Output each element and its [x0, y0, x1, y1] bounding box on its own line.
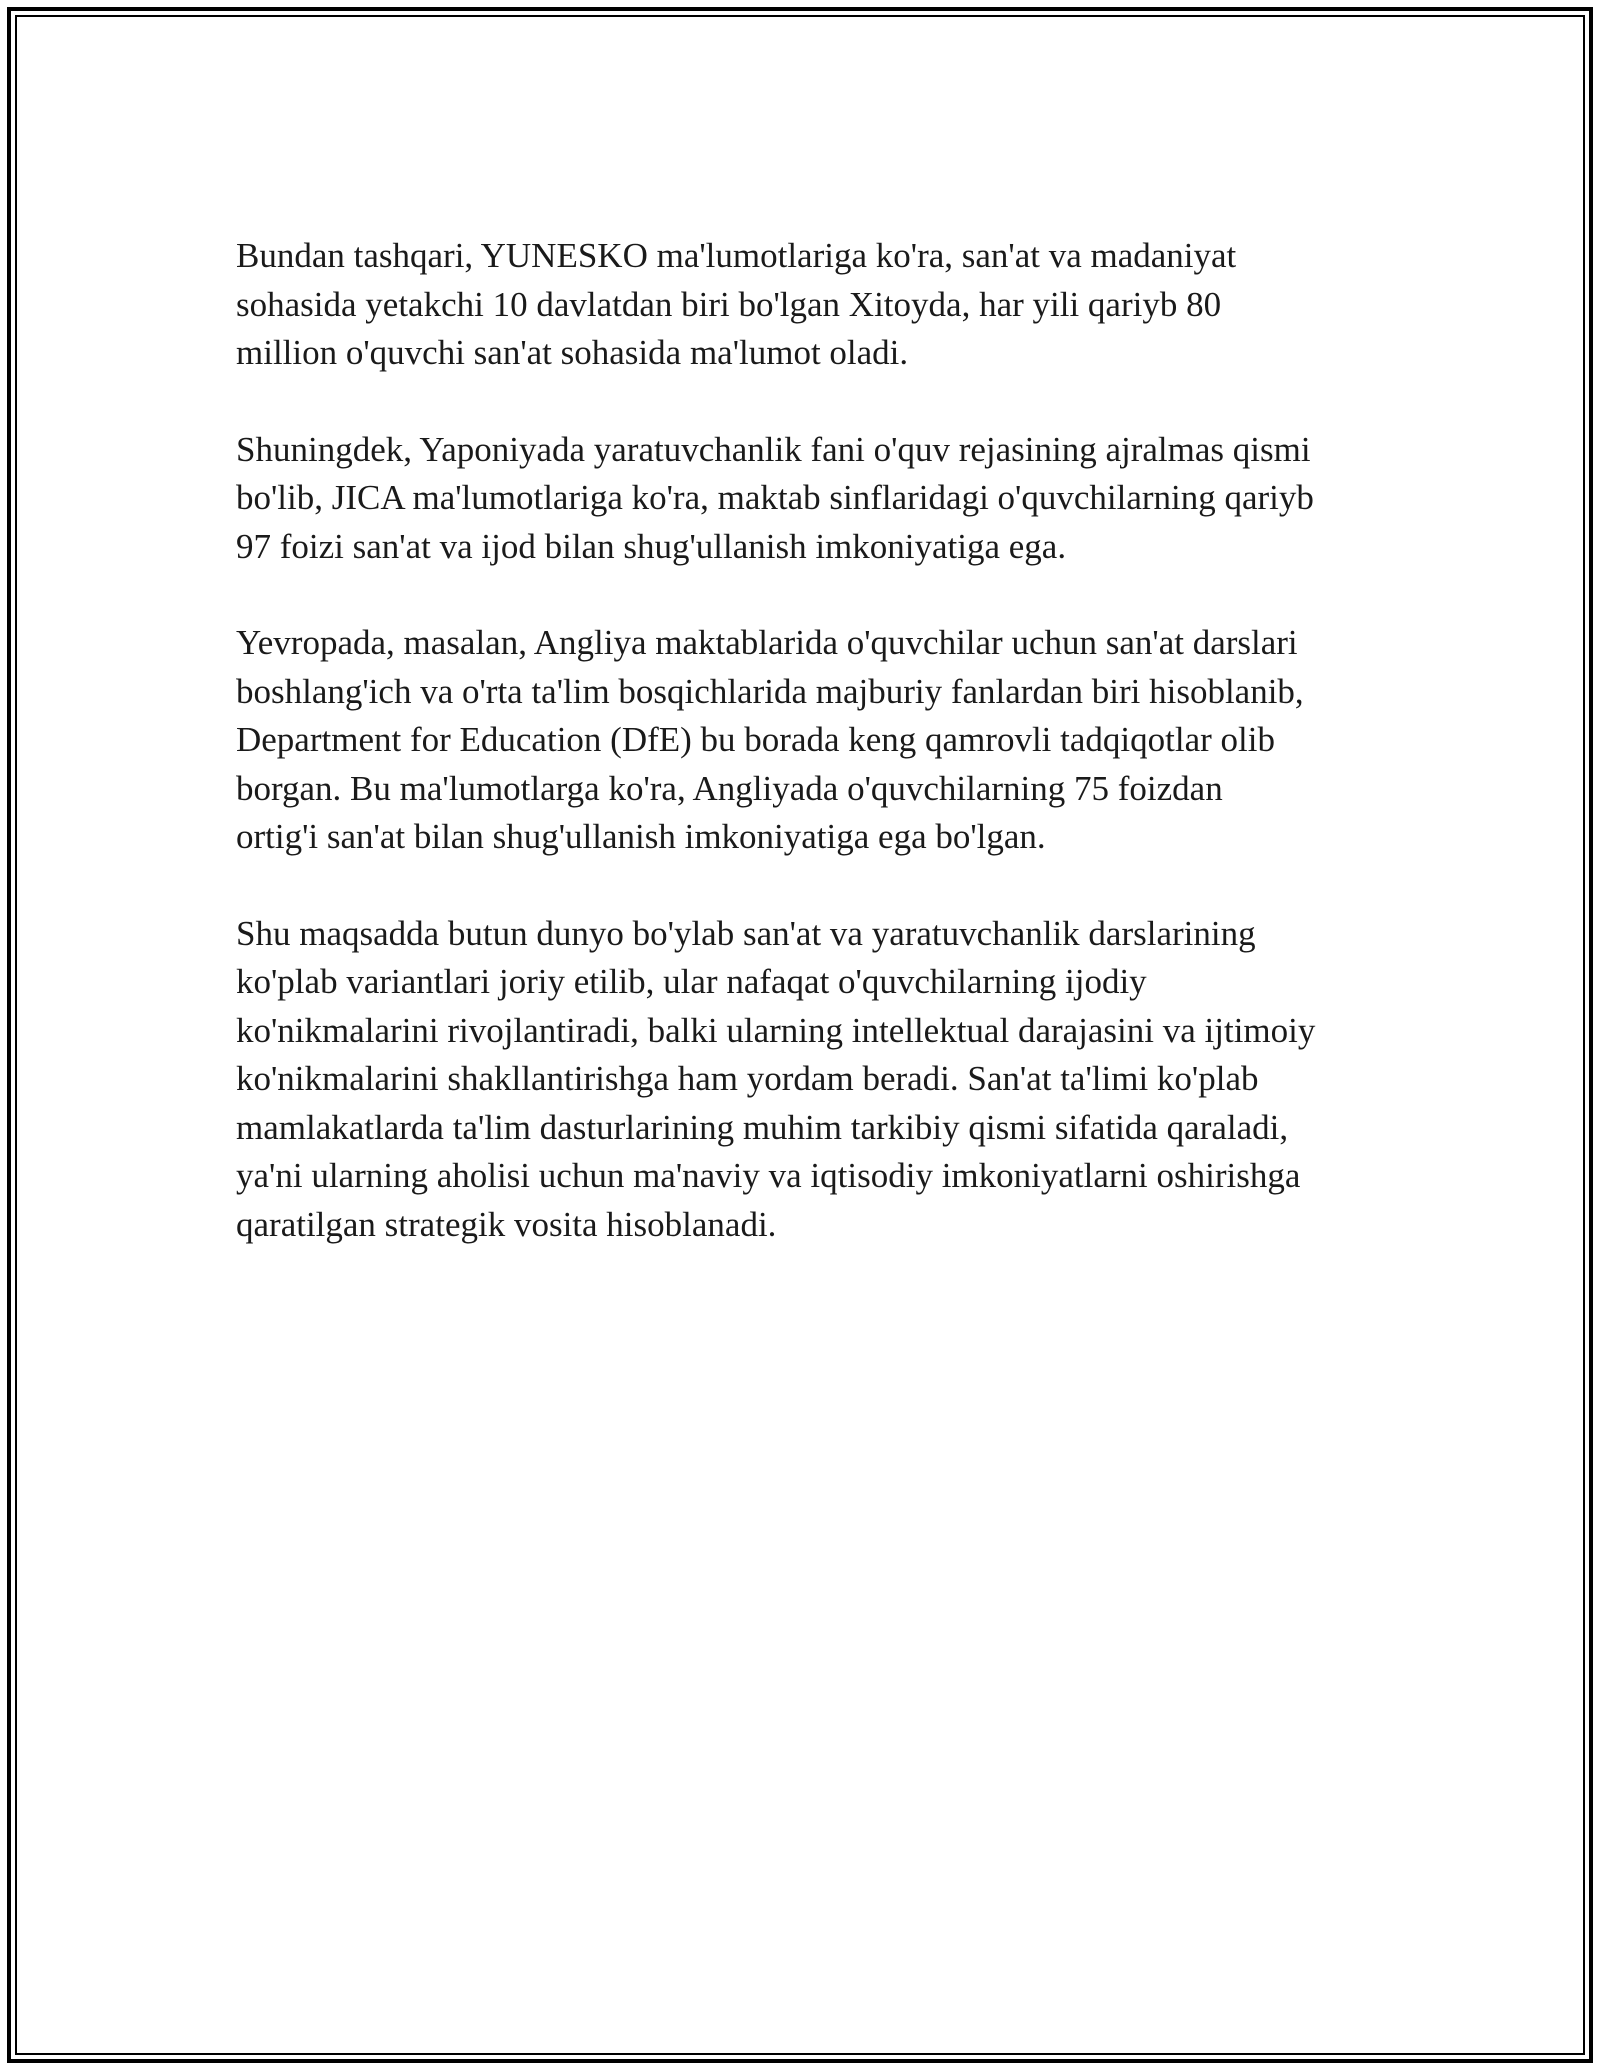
text-line: qaratilgan strategik vosita hisoblanadi.: [236, 1204, 777, 1244]
text-line: Shu maqsadda butun dunyo bo'ylab san'at va yaratuvchanlik darslarining: [236, 913, 1256, 953]
paragraph-china: [236, 232, 1376, 378]
text-line: Yevropada, masalan, Angliya maktablarida o'quvchilar uchun san'at darslari: [236, 623, 1298, 662]
text-line: 97 foizi san'at va ijod bilan shug'ullanish imkoniyatiga ega.: [236, 526, 1067, 566]
text-line: mamlakatlarda ta'lim dasturlarining muhim tarkibiy qismi sifatida qaraladi,: [236, 1107, 1289, 1147]
text-line: million o'quvchi san'at sohasida ma'lumot oladi.: [236, 333, 909, 372]
text-line: Bundan tashqari, YUNESKO ma'lumotlariga ko'ra, san'at va madaniyat: [236, 236, 1237, 275]
text-line: Shuningdek, Yaponiyada yaratuvchanlik fani o'quv rejasining ajralmas qismi: [236, 429, 1311, 469]
text-line: sohasida yetakchi 10 davlatdan biri bo'lgan Xitoyda, har yili qariyb 80: [236, 284, 1222, 324]
text-line: ortig'i san'at bilan shug'ullanish imkoniyatiga ega bo'lgan.: [236, 817, 1046, 856]
text-line: ko'plab variantlari joriy etilib, ular nafaqat o'quvchilarning ijodiy: [236, 962, 1147, 1001]
text-line: ya'ni ularning aholisi uchun ma'naviy va iqtisodiy imkoniyatlarni oshirishga: [236, 1156, 1301, 1195]
document-body: [236, 232, 1376, 1297]
text-line: borgan. Bu ma'lumotlarga ko'ra, Angliyada o'quvchilarning 75 foizdan: [236, 768, 1223, 808]
paragraph-japan: [236, 426, 1376, 572]
text-line: Department for Education (DfE) bu borada keng qamrovli tadqiqotlar olib: [236, 720, 1275, 759]
text-line: bo'lib, JICA ma'lumotlariga ko'ra, maktab sinflaridagi o'quvchilarning qariyb: [236, 478, 1314, 517]
text-line: ko'nikmalarini rivojlantiradi, balki ularning intellektual darajasini va ijtimoiy: [236, 1010, 1316, 1050]
text-line: ko'nikmalarini shakllantirishga ham yordam beradi. San'at ta'limi ko'plab: [236, 1059, 1259, 1098]
paragraph-england: [236, 619, 1376, 862]
paragraph-worldwide: [236, 910, 1376, 1250]
text-line: boshlang'ich va o'rta ta'lim bosqichlarida majburiy fanlardan biri hisoblanib,: [236, 671, 1304, 711]
